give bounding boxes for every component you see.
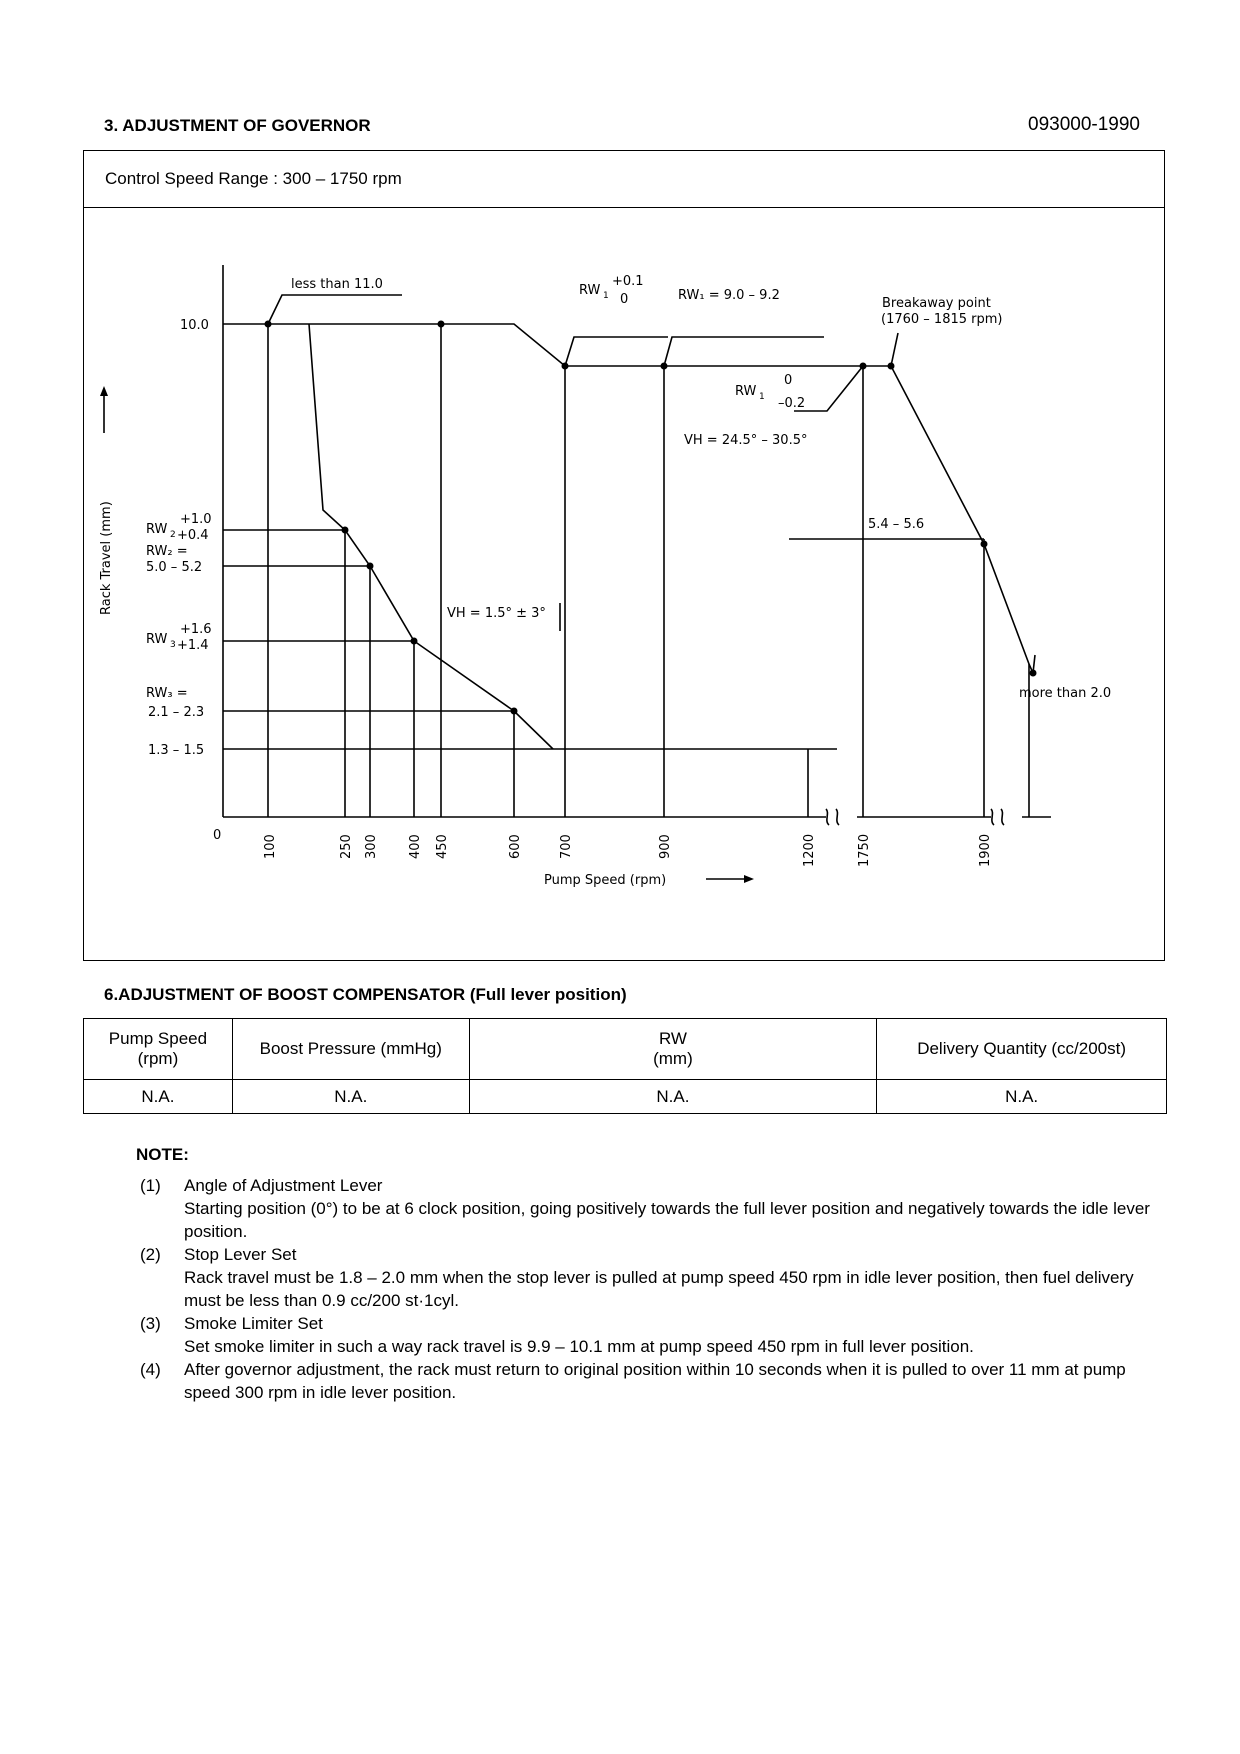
note-item (140, 1312, 1165, 1358)
y-axis-label: Rack Travel (mm) (99, 501, 114, 615)
axis-break-2 (991, 809, 1004, 825)
label-breakaway-1: Breakaway point (882, 296, 991, 311)
notes-title: NOTE: (136, 1145, 189, 1164)
x-tick-1900: 1900 (978, 833, 993, 867)
header-pump-speed-line2: (rpm) (137, 1049, 179, 1068)
boost-title: 6.ADJUSTMENT OF BOOST COMPENSATOR (Full lever position) (104, 985, 627, 1004)
label-more-than: more than 2.0 (1019, 686, 1112, 701)
note-heading: Smoke Limiter Set (184, 1314, 323, 1333)
label-rw1-plus-sub: 1 (603, 291, 609, 301)
label-rw3-sub: 3 (170, 640, 176, 650)
x-tick-900: 900 (658, 834, 673, 859)
header-rw-line2: (mm) (653, 1049, 693, 1068)
header-boost-pressure: Boost Pressure (mmHg) (232, 1019, 469, 1080)
header-rw-line1: RW (658, 1029, 687, 1048)
table-row (84, 1080, 1167, 1114)
label-vh-high: VH = 24.5° – 30.5° (684, 433, 808, 448)
x-tick-450: 450 (435, 834, 450, 859)
label-less-than: less than 11.0 (291, 277, 383, 292)
note-text: Starting position (0°) to be at 6 clock position, going positively towards the full lever position and negatively towards the idle lever position. (184, 1199, 1150, 1241)
point-450 (438, 321, 445, 328)
label-rw3-eq-2: 2.1 – 2.3 (148, 705, 205, 720)
label-rw3-base: RW (146, 632, 168, 647)
point-900 (661, 363, 668, 370)
header-pump-speed (84, 1019, 233, 1080)
note-number: (2) (140, 1245, 161, 1264)
x-axis-arrowhead (744, 875, 754, 883)
point-1900 (981, 541, 988, 548)
label-rw2-low: +0.4 (177, 528, 209, 543)
label-rw1-minus-base: RW (735, 384, 757, 399)
note-number: (4) (140, 1360, 161, 1379)
leader-breakaway (891, 333, 898, 366)
point-breakaway (888, 363, 895, 370)
label-rw2-sub: 2 (170, 530, 176, 540)
note-text: Rack travel must be 1.8 – 2.0 mm when the stop lever is pulled at pump speed 450 rpm in idle lever position, then fuel delivery must be less than 0.9 cc/200 st·1cyl. (184, 1268, 1134, 1310)
label-rw2-eq-2: 5.0 – 5.2 (146, 560, 203, 575)
x-tick-600: 600 (508, 834, 523, 859)
label-rw2-up: +1.0 (180, 512, 212, 527)
x-axis-label: Pump Speed (rpm) (544, 873, 667, 888)
x-tick-1200: 1200 (802, 833, 817, 867)
point-250 (342, 527, 349, 534)
note-item (140, 1358, 1165, 1404)
label-rw3-low: +1.4 (177, 638, 209, 653)
x-tick-1750: 1750 (857, 833, 872, 867)
boost-table (83, 1018, 1167, 1114)
governor-frame-divider (83, 207, 1165, 208)
cell-delivery: N.A. (877, 1080, 1167, 1114)
leader-rw1-plus (565, 337, 668, 366)
label-rw1-minus-low: –0.2 (778, 396, 806, 411)
label-rw1-plus-base: RW (579, 283, 601, 298)
point-1750 (860, 363, 867, 370)
label-54-56: 5.4 – 5.6 (868, 517, 925, 532)
x-tick-300: 300 (364, 834, 379, 859)
label-rw2-eq-1: RW₂ = (146, 544, 188, 559)
notes-list (140, 1174, 1165, 1404)
y-axis-arrowhead (100, 386, 108, 396)
point-600 (511, 708, 518, 715)
label-rw1-plus-low: 0 (620, 292, 629, 307)
note-number: (1) (140, 1176, 161, 1195)
point-300 (367, 563, 374, 570)
header-rw (469, 1019, 877, 1080)
document-number: 093000-1990 (1028, 114, 1140, 135)
x-tick-700: 700 (559, 834, 574, 859)
point-700 (562, 363, 569, 370)
label-rw3-up: +1.6 (180, 622, 212, 637)
x-tick-100: 100 (263, 834, 278, 859)
axis-break-1 (826, 809, 839, 825)
governor-chart (84, 209, 1164, 959)
x-tick-400: 400 (408, 834, 423, 859)
y-tick-idle: 1.3 – 1.5 (148, 743, 205, 758)
label-rw1-minus-up: 0 (784, 373, 793, 388)
label-rw1-plus-up: +0.1 (612, 274, 644, 289)
y-tick-10: 10.0 (180, 318, 209, 333)
cell-pump-speed: N.A. (84, 1080, 233, 1114)
boost-header-row (84, 1019, 1167, 1080)
leader-rw1-eq (664, 337, 824, 366)
control-speed-range: Control Speed Range : 300 – 1750 rpm (105, 169, 402, 188)
x-tick-0: 0 (213, 828, 222, 843)
x-tick-250: 250 (339, 834, 354, 859)
note-heading: Angle of Adjustment Lever (184, 1176, 383, 1195)
section-title: 3. ADJUSTMENT OF GOVERNOR (104, 116, 371, 135)
header-pump-speed-line1: Pump Speed (108, 1029, 208, 1048)
cell-rw: N.A. (469, 1080, 877, 1114)
note-item (140, 1174, 1165, 1243)
leader-less-than (268, 295, 402, 324)
point-more-than (1030, 670, 1037, 677)
x-tick-labels (213, 828, 993, 867)
label-rw1-minus-sub: 1 (759, 392, 765, 402)
label-rw3-eq-1: RW₃ = (146, 686, 188, 701)
note-item (140, 1243, 1165, 1312)
label-vh-low: VH = 1.5° ± 3° (447, 606, 546, 621)
label-rw2-base: RW (146, 522, 168, 537)
cell-boost-pressure: N.A. (232, 1080, 469, 1114)
note-heading: Stop Lever Set (184, 1245, 297, 1264)
point-400 (411, 638, 418, 645)
note-number: (3) (140, 1314, 161, 1333)
note-text: Set smoke limiter in such a way rack travel is 9.9 – 10.1 mm at pump speed 450 rpm in full lever position. (184, 1337, 974, 1356)
label-breakaway-2: (1760 – 1815 rpm) (881, 312, 1003, 327)
note-text: After governor adjustment, the rack must return to original position within 10 seconds when it is pulled to over 11 mm at pump speed 300 rpm in idle lever position. (184, 1360, 1126, 1402)
point-100 (265, 321, 272, 328)
label-rw1-eq: RW₁ = 9.0 – 9.2 (678, 288, 780, 303)
header-delivery: Delivery Quantity (cc/200st) (877, 1019, 1167, 1080)
